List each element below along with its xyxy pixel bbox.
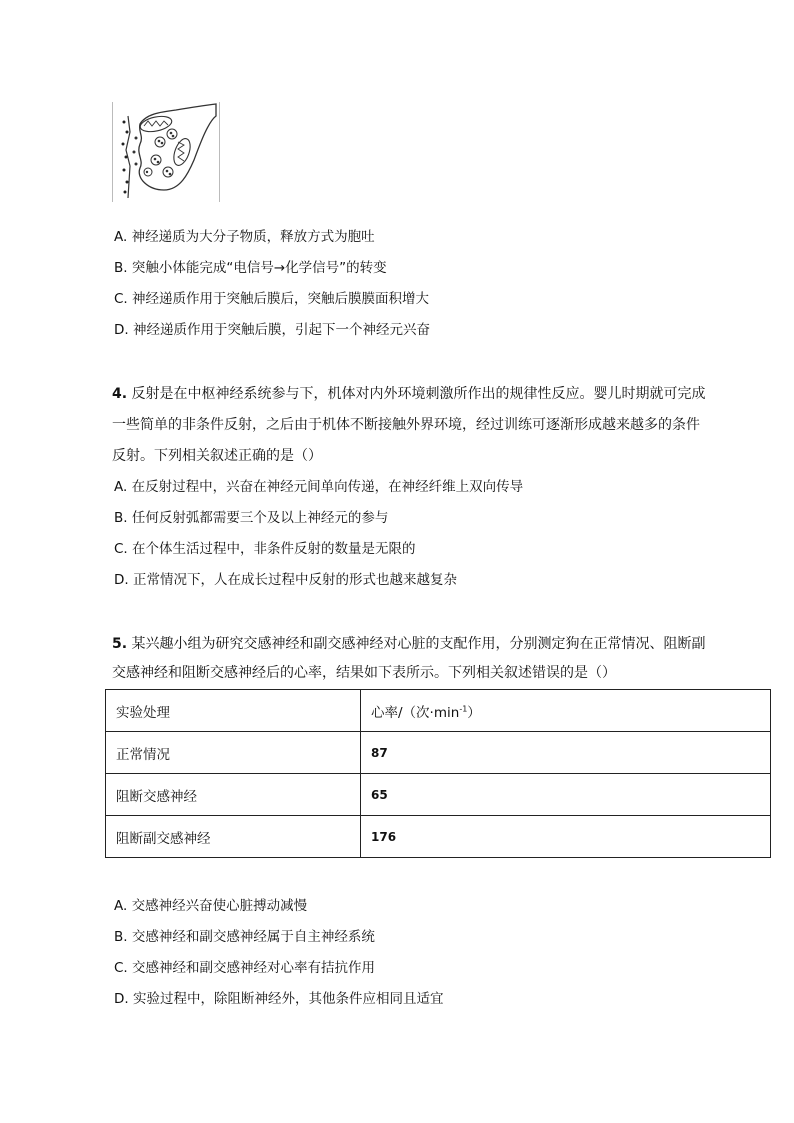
q5-stem-line-2: 交感神经和阻断交感神经后的心率，结果如下表所示。下列相关叙述错误的是（） <box>112 665 616 681</box>
table-cell: 87 <box>361 732 771 774</box>
synapse-figure <box>112 102 220 202</box>
q5-option-b: B. 交感神经和副交感神经属于自主神经系统 <box>114 929 375 945</box>
table-cell: 阻断副交感神经 <box>106 816 361 858</box>
heart-rate-table <box>105 689 771 858</box>
table-cell: 阻断交感神经 <box>106 774 361 816</box>
q4-stem-line-1: 4. 反射是在中枢神经系统参与下，机体对内外环境刺激所作出的规律性反应。婴儿时期就可完成 <box>112 386 706 402</box>
table-header-cell: 实验处理 <box>106 690 361 732</box>
q5-option-d: D. 实验过程中，除阻断神经外，其他条件应相同且适宜 <box>114 991 444 1007</box>
q4-option-c: C. 在个体生活过程中，非条件反射的数量是无限的 <box>114 541 416 557</box>
table-cell: 正常情况 <box>106 732 361 774</box>
table-cell: 176 <box>361 816 771 858</box>
table-header-cell: 心率/（次$\cdot\min^{-1}$） <box>361 690 771 732</box>
q4-option-b: B. 任何反射弧都需要三个及以上神经元的参与 <box>114 510 389 526</box>
q4-option-a: A. 在反射过程中，兴奋在神经元间单向传递，在神经纤维上双向传导 <box>114 479 524 495</box>
q3-option-d: D. 神经递质作用于突触后膜，引起下一个神经元兴奋 <box>114 322 430 338</box>
table-header-row <box>106 690 771 732</box>
synapse-diagram <box>112 102 220 202</box>
q4-option-d: D. 正常情况下，人在成长过程中反射的形式也越来越复杂 <box>114 572 457 588</box>
table-cell: 65 <box>361 774 771 816</box>
table-row <box>106 816 771 858</box>
q5-option-c: C. 交感神经和副交感神经对心率有拮抗作用 <box>114 960 376 976</box>
q3-option-c: C. 神经递质作用于突触后膜后，突触后膜膜面积增大 <box>114 291 430 307</box>
q3-option-a: A. 神经递质为大分子物质，释放方式为胞吐 <box>114 229 375 245</box>
q3-option-b: B. 突触小体能完成“电信号→化学信号”的转变 <box>114 260 387 276</box>
table-row <box>106 774 771 816</box>
q5-option-a: A. 交感神经兴奋使心脏搏动减慢 <box>114 898 308 914</box>
q4-stem-line-3: 反射。下列相关叙述正确的是（） <box>112 448 322 464</box>
table-row <box>106 732 771 774</box>
q4-stem-line-2: 一些简单的非条件反射，之后由于机体不断接触外界环境，经过训练可逐渐形成越来越多的条件 <box>112 417 700 433</box>
q5-stem-line-1: 5. 某兴趣小组为研究交感神经和副交感神经对心脏的支配作用，分别测定狗在正常情况、阻断副 <box>112 636 706 652</box>
